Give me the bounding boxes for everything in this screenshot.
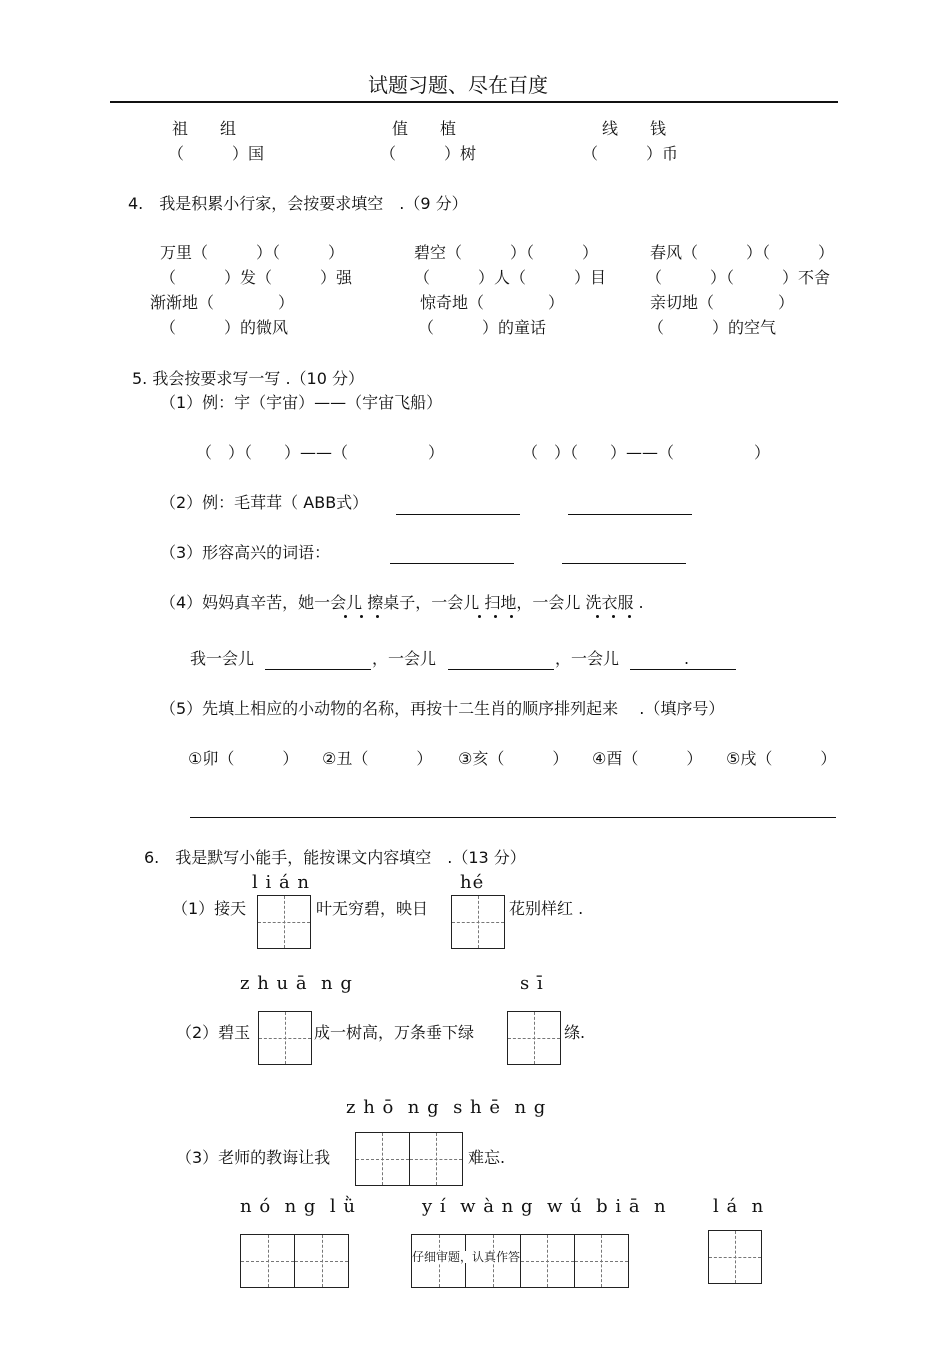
q4-blank: （ ）的微风 <box>160 318 289 337</box>
q4-blank: 渐渐地（ ） <box>150 293 295 312</box>
answer-line <box>562 563 686 564</box>
answer-line <box>630 669 736 670</box>
q6-part3: 难忘. <box>468 1148 506 1167</box>
page-title: 试题习题、尽在百度 <box>368 73 548 97</box>
zodiac-item: ③亥（ ） <box>458 749 569 768</box>
q4-blank: （ ）（ ）不舍 <box>646 268 831 287</box>
q5-sub2: （2）例：毛茸茸（ ABB式） <box>160 493 369 512</box>
footer-note: 仔细审题，认真作答 <box>412 1250 521 1264</box>
answer-line <box>396 514 520 515</box>
q4-blank: 惊奇地（ ） <box>420 293 565 312</box>
q5-title: 5. 我会按要求写一写 .（10 分） <box>132 369 364 388</box>
answer-line <box>390 563 514 564</box>
zodiac-item: ⑤戌（ ） <box>726 749 837 768</box>
emphasis-dot <box>360 615 363 618</box>
pinyin: z h ō n g s h ē n g <box>346 1097 547 1118</box>
header-rule <box>110 101 838 103</box>
q5-sub5: （5）先填上相应的小动物的名称，再按十二生肖的顺序排列起来 .（填序号） <box>160 699 725 718</box>
writing-grid[interactable] <box>451 895 505 949</box>
q4-blank: （ ）发（ ）强 <box>160 268 353 287</box>
emphasis-dot <box>494 615 497 618</box>
answer-line <box>265 669 371 670</box>
emphasis-dot <box>478 615 481 618</box>
emphasis-dot <box>344 615 347 618</box>
pinyin: s ī <box>520 973 544 994</box>
q3-pair2-blank: （ ）树 <box>380 144 477 163</box>
q5-sub1-blank: （ ）（ ）——（ ） <box>522 443 771 462</box>
pinyin: n ó n g l ǜ <box>240 1196 356 1217</box>
q6-part1: 花别样红 . <box>509 899 584 918</box>
q5-sub4: （4）妈妈真辛苦，她一会儿 擦桌子，一会儿 扫地，一会儿 洗衣服 . <box>160 593 644 612</box>
q4-blank: 春风（ ）（ ） <box>650 243 835 262</box>
emphasis-dot <box>612 615 615 618</box>
zodiac-item: ①卯（ ） <box>188 749 299 768</box>
writing-grid[interactable] <box>507 1011 561 1065</box>
writing-grid[interactable] <box>708 1230 762 1284</box>
writing-grid[interactable] <box>258 1011 312 1065</box>
emphasis-dot <box>628 615 631 618</box>
writing-grid[interactable] <box>257 895 311 949</box>
q6-part1: （1）接天 <box>172 899 247 918</box>
q5-sub4-line2: ，一会儿 <box>372 649 437 668</box>
q6-part2: 成一树高，万条垂下绿 <box>314 1023 475 1042</box>
zodiac-item: ④酉（ ） <box>592 749 703 768</box>
writing-grid[interactable] <box>240 1234 349 1288</box>
q6-part3: （3）老师的教诲让我 <box>176 1148 331 1167</box>
pinyin: y í w à n g w ú b i ā n <box>422 1196 667 1217</box>
q4-blank: （ ）的空气 <box>648 318 777 337</box>
q5-sub4-line2: ，一会儿 <box>555 649 620 668</box>
q3-pair1-blank: （ ）国 <box>168 144 265 163</box>
writing-grid[interactable] <box>355 1132 463 1186</box>
zodiac-item: ②丑（ ） <box>322 749 433 768</box>
emphasis-dot <box>376 615 379 618</box>
q6-part1: 叶无穷碧，映日 <box>316 899 429 918</box>
q4-title: 4. 我是积累小行家，会按要求填空 .（9 分） <box>128 194 468 213</box>
q3-pair1-chars: 祖 组 <box>172 119 237 138</box>
q4-blank: （ ）的童话 <box>418 318 547 337</box>
q4-blank: 亲切地（ ） <box>650 293 795 312</box>
q5-sub3: （3）形容高兴的词语： <box>160 543 331 562</box>
pinyin: l i á n <box>252 872 311 893</box>
answer-line <box>448 669 554 670</box>
answer-line <box>190 817 836 818</box>
emphasis-dot <box>596 615 599 618</box>
period: . <box>684 649 690 668</box>
q4-blank: 碧空（ ）（ ） <box>414 243 599 262</box>
q5-sub4-line2: 我一会儿 <box>190 649 255 668</box>
q3-pair2-chars: 值 植 <box>392 119 457 138</box>
q6-part2: （2）碧玉 <box>176 1023 251 1042</box>
q3-pair3-chars: 线 钱 <box>602 119 667 138</box>
pinyin: hé <box>460 872 485 893</box>
answer-line <box>568 514 692 515</box>
q3-pair3-blank: （ ）币 <box>582 144 679 163</box>
q6-title: 6. 我是默写小能手，能按课文内容填空 .（13 分） <box>144 848 526 867</box>
q5-sub1: （1）例：宇（宇宙）——（宇宙飞船） <box>160 393 443 412</box>
pinyin: z h u ā n g <box>240 973 353 994</box>
q4-blank: （ ）人（ ）目 <box>414 268 607 287</box>
q6-part2: 绦. <box>564 1023 586 1042</box>
pinyin: l á n <box>713 1196 765 1217</box>
emphasis-dot <box>510 615 513 618</box>
q5-sub1-blank: （ ）（ ）——（ ） <box>196 443 445 462</box>
q4-blank: 万里（ ）（ ） <box>160 243 345 262</box>
